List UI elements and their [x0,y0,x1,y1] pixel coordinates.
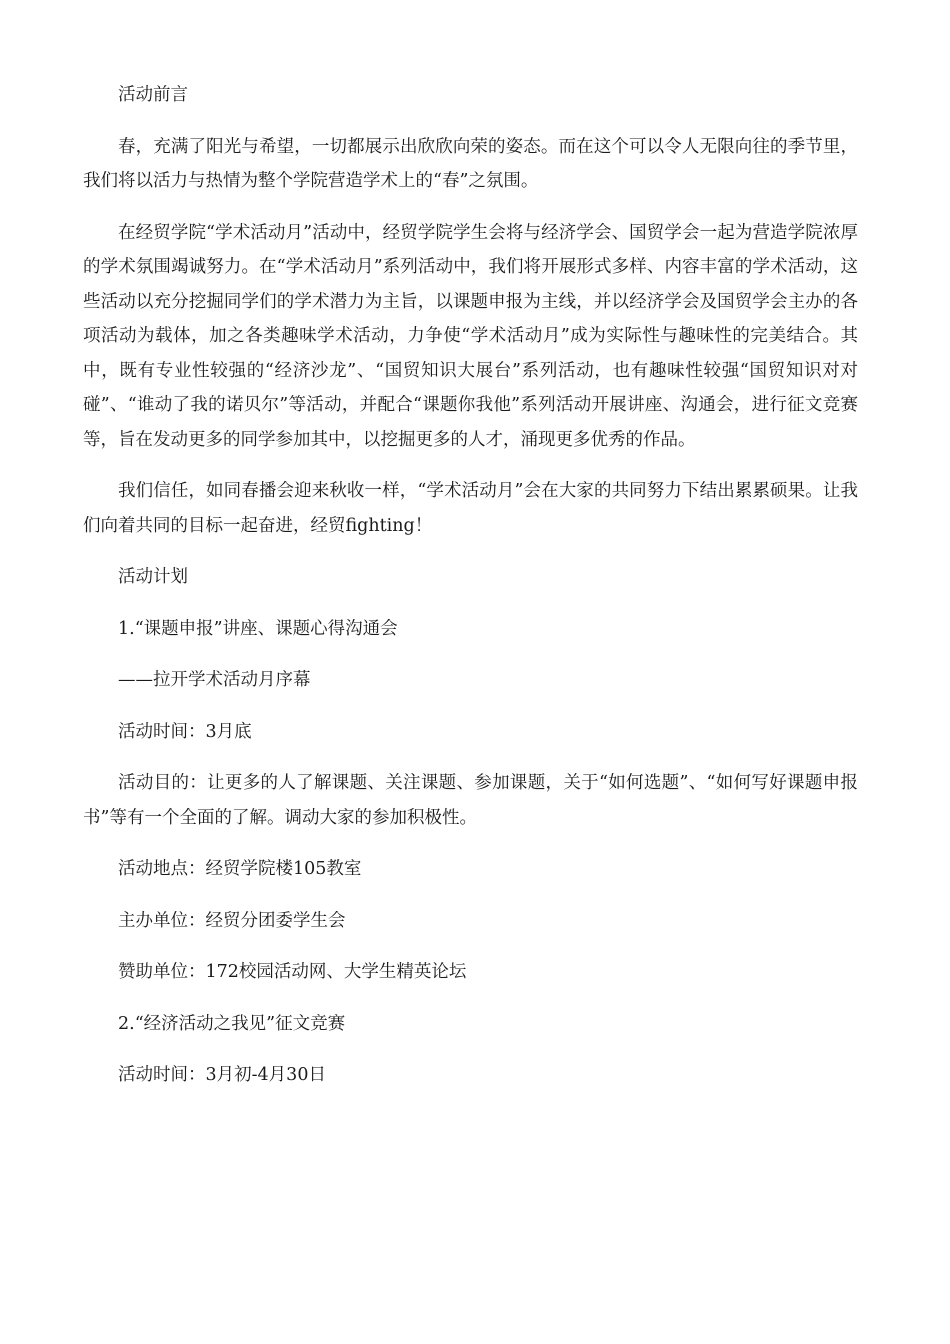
plan-item-1-organizer: 主办单位：经贸分团委学生会 [118,910,346,931]
document-page [83,78,858,1110]
paragraph-spring: 春，充满了阳光与希望，一切都展示出欣欣向荣的姿态。而在这个可以令人无限向往的季节里，我们将以活力与热情为整个学院营造学术上的“春”之氛围。 [83,136,858,191]
plan-item-2-time: 活动时间：3月初-4月30日 [118,1065,326,1085]
plan-item-1-title: 1.“课题申报”讲座、课题心得沟通会 [118,618,398,639]
plan-item-2-title: 2.“经济活动之我见”征文竞赛 [118,1013,346,1034]
section-heading-plan: 活动计划 [118,567,188,587]
paragraph-closing: 我们信任，如同春播会迎来秋收一样，“学术活动月”会在大家的共同努力下结出累累硕果。让我们向着共同的目标一起奋进，经贸fighting！ [83,481,858,536]
paragraph-activity-overview: 在经贸学院“学术活动月”活动中，经贸学院学生会将与经济学会、国贸学会一起为营造学院浓厚的学术氛围竭诚努力。在“学术活动月”系列活动中，我们将开展形式多样、内容丰富的学术活动，这些活动以充分挖掘同学们的学术潜力为主旨，以课题申报为主线，并以经济学会及国贸学会主办的各项活动为载体，加之各类趣味学术活动，力争使“学术活动月”成为实际性与趣味性的完美结合。其中，既有专业性较强的“经济沙龙”、“国贸知识大展台”系列活动，也有趣味性较强“国贸知识对对碰”、“谁动了我的诺贝尔”等活动，并配合“课题你我他”系列活动开展讲座、沟通会，进行征文竞赛等，旨在发动更多的同学参加其中，以挖掘更多的人才，涌现更多优秀的作品。 [83,222,858,450]
plan-item-1-location: 活动地点：经贸学院楼105教室 [118,859,362,879]
section-heading-preface: 活动前言 [118,85,188,105]
plan-item-1-sponsor: 赞助单位：172校园活动网、大学生精英论坛 [118,962,467,982]
plan-item-1-time: 活动时间：3月底 [118,721,252,742]
plan-item-1-subtitle: ——拉开学术活动月序幕 [118,670,311,690]
plan-item-1-purpose: 活动目的：让更多的人了解课题、关注课题、参加课题，关于“如何选题”、“如何写好课题申报书”等有一个全面的了解。调动大家的参加积极性。 [83,773,858,828]
